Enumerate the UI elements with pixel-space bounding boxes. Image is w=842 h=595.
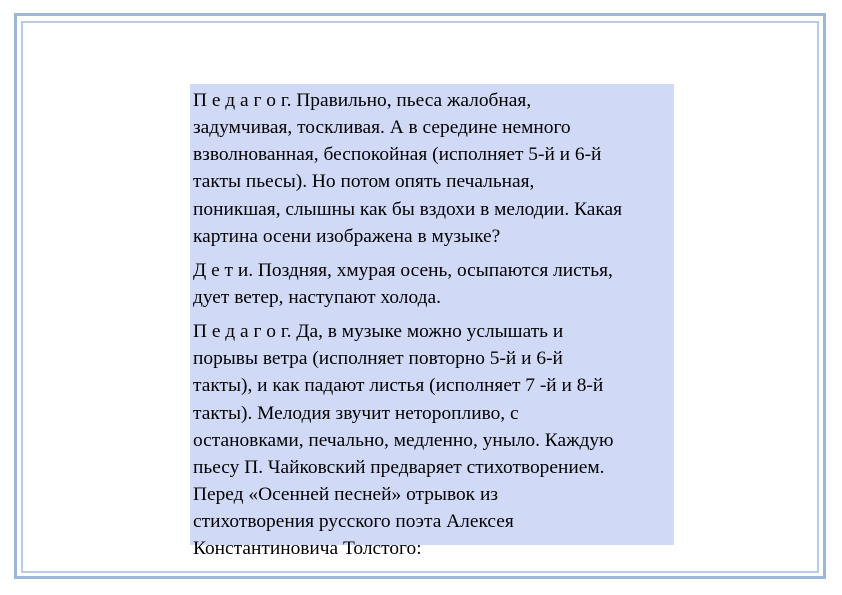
- paragraph-teacher-2: [193, 318, 674, 562]
- text-line: Д е т и. Поздняя, хмурая осень, осыпаются листья,: [193, 259, 613, 281]
- text-line: поникшая, слышны как бы вздохи в мелодии. Какая: [193, 198, 623, 220]
- paragraph-children: [193, 257, 674, 311]
- text-line: Константиновича Толстого:: [193, 538, 422, 560]
- text-line: задумчивая, тоскливая. А в середине немного: [193, 117, 571, 139]
- paragraph-teacher-1: [193, 87, 674, 250]
- text-line: такты пьесы). Но потом опять печальная,: [193, 171, 535, 193]
- text-line: пьесу П. Чайковский предваряет стихотворением.: [193, 456, 605, 478]
- text-line: такты), и как падают листья (исполняет 7 -й и 8-й: [193, 375, 604, 397]
- text-line: взволнованная, беспокойная (исполняет 5-й и 6-й: [193, 144, 602, 166]
- text-line: стихотворения русского поэта Алексея: [193, 511, 514, 533]
- text-line: такты). Мелодия звучит неторопливо, с: [193, 402, 519, 424]
- text-line: Перед «Осенней песней» отрывок из: [193, 483, 498, 505]
- text-line: остановками, печально, медленно, уныло. Каждую: [193, 429, 614, 451]
- text-line: П е д а г о г. Правильно, пьеса жалобная,: [193, 90, 532, 111]
- text-line: порывы ветра (исполняет повторно 5-й и 6-й: [193, 348, 563, 370]
- text-line: П е д а г о г. Да, в музыке можно услышать и: [193, 321, 564, 343]
- text-line: картина осени изображена в музыке?: [193, 225, 501, 247]
- slide-text-box: [190, 84, 674, 560]
- text-line: дует ветер, наступают холода.: [193, 286, 441, 308]
